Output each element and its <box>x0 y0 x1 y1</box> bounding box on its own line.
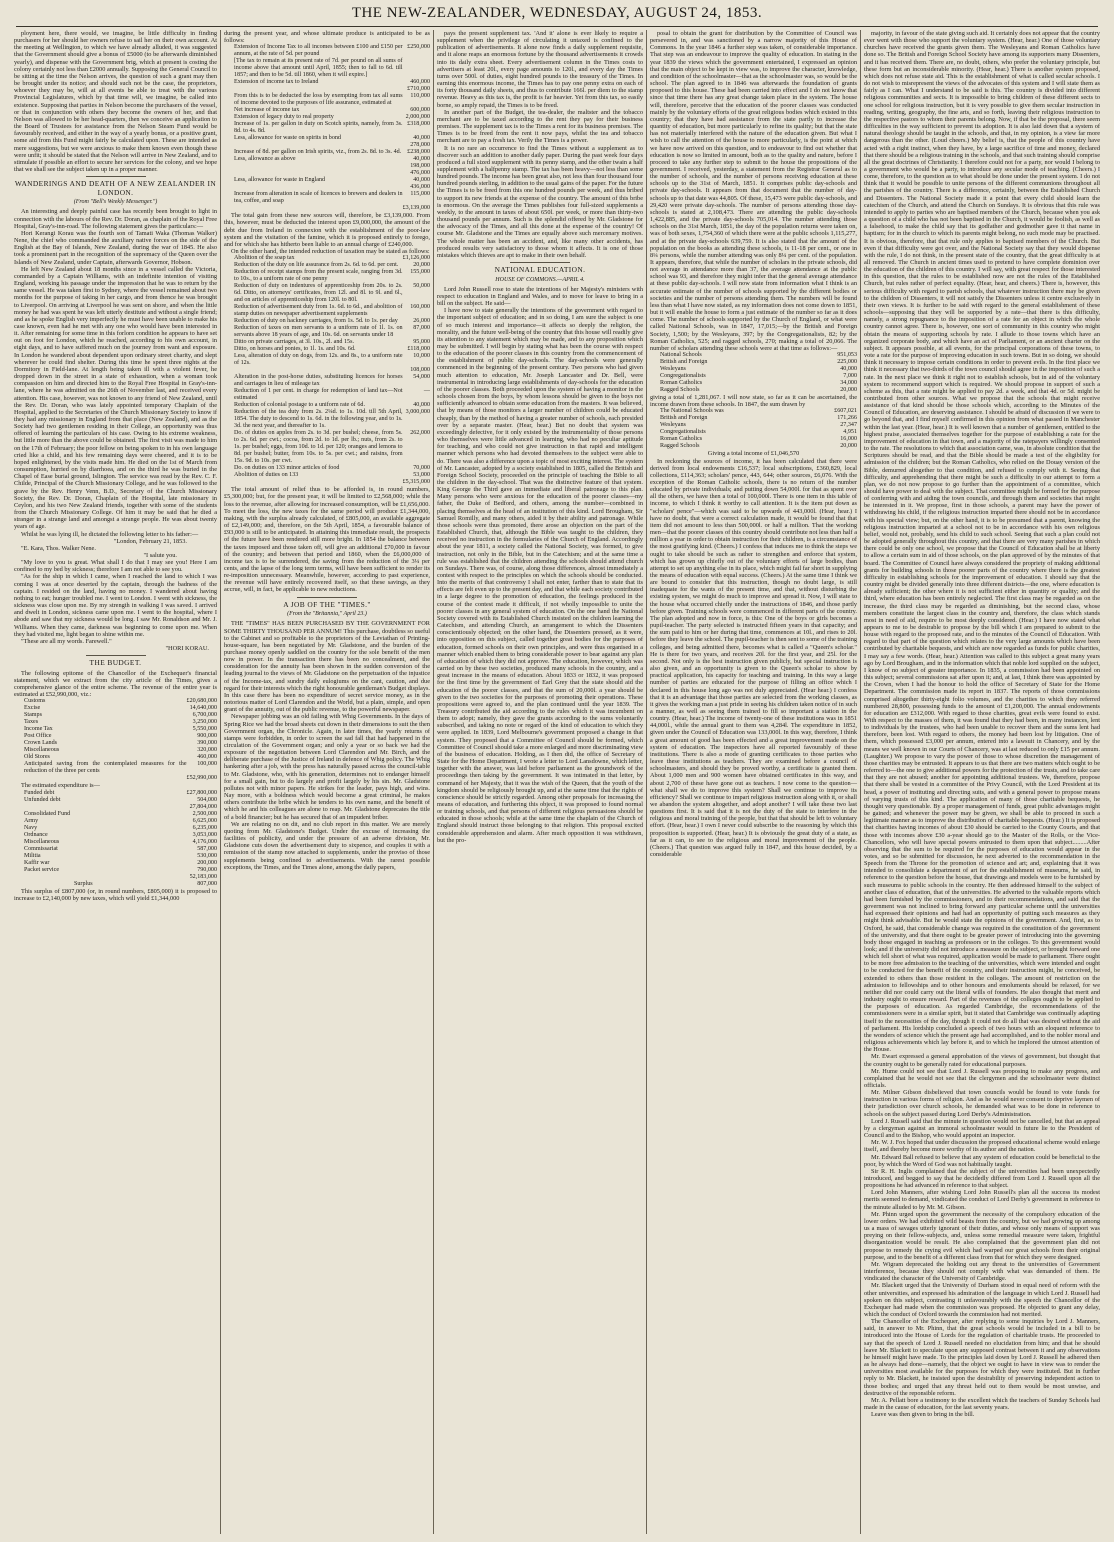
wandering-headline: WANDERINGS AND DEATH OF A NEW ZEALANDER IN LONDON. <box>14 179 217 197</box>
row-value: 95,000 <box>413 339 430 346</box>
anticipated-label: Anticipated saving from the contemplated measures for the reduction of the three per cents <box>24 761 187 775</box>
row-value: 155,000 <box>410 269 430 276</box>
row-label: Ditto, on horses and ponies, to 1l. 1s. and 10s. 6d. <box>234 346 356 353</box>
table-row <box>224 472 430 479</box>
row-value: 70,000 <box>413 465 430 472</box>
row-value: 160,000 <box>410 304 430 311</box>
expenditure-table <box>14 811 217 874</box>
paragraph: Lord J. Russell said that the minute in question would not be cancelled, but that an appeal by a clergyman against an immoral schoolmaster would in future lie to the President of Council and to the Bishop, who would appoint an inspector. <box>864 1117 1100 1140</box>
row-value: 530,000 <box>197 852 217 859</box>
table-row <box>14 733 217 740</box>
row-value: £3,139,000 <box>402 205 430 212</box>
table-row <box>14 867 217 874</box>
row-value: 3,000,000 <box>405 409 430 416</box>
paragraph: THE "TIMES" HAS BEEN PURCHASED BY THE GOVERNMENT FOR SOME THIRTY THOUSAND PER ANNUM! This purchase, doubtless so useful to the Cabinet and so profitable to the proprietors of the Leviathan of Printing-house-square, has been negotiated by Mr. Gladstone, and the burden of the purchase money openly saddled on the country for the sole benefit of the men now in power. In the transaction there has been no concealment, and the consideration for the annuity has been shown in the sudden conversion of the leading journal to the views of Mr. Gladstone on the perpetuation of the injustice of the Income-tax, and sundry daily eulogiums on the cant, caution, and due regard for their interests which the right honourable gentleman's Budget displays. In this case there has been no expenditure of secret service money, as in the notorious matter of Lord Clarendon and the World, but a plain, simple, and open grant of the annuity, out of the public revenue, to the powerful newspaper. <box>224 620 430 714</box>
row-value: £118,000 <box>407 346 430 353</box>
row-label: Old Stores <box>24 754 50 761</box>
reductions-table <box>224 255 430 486</box>
row-value: 2,500,000 <box>192 810 217 817</box>
funded-value: £27,800,000 <box>186 789 217 796</box>
paragraph: I have now to state generally the intentions of the government with regard to the important subject of education; and in so doing, I am sure the subject is one of so much interest and importance—it affects so deeply the religion, the morality, and the future well-being of the country that this house will readily give its attention to any statement which may be made, and to any proposition which may be submitted. I will begin by stating what has been the course with respect to the education of the poorer classes in this country from the commencement of the establishment of public day-schools. The day-schools were generally commenced in the beginning of the present century. Two persons who had given much attention to education, Mr. Joseph Lancaster and Dr. Bell, were instrumental in introducing large establishments of day-schools for the education of the poorer classes. Both proceeded upon the system of having a monitor in the schools chosen from the boys, by whom lessons should be given to the boys not sufficiently advanced to obtain some education from the masters. It was believed, that by means of those monitors a larger number of children could be educated cheaply, than by the method of having a greater number of schools, each presided over by a separate master. (Hear, hear.) But no doubt that system was exceedingly defective, for it only existed by the instrumentality of those persons who themselves were little advanced in learning, who had no peculiar aptitude for teaching, and who could not give instruction in that rapid and intelligent manner which persons who had devoted themselves to the subject were able to do. There was also a difference upon a topic of most exciting interest. The system of Mr. Lancaster, adopted by a society established in 1805, called the British and Foreign School Society, proceeded on the principle of teaching the Bible to all the children in the day-school. That was the distinctive feature of that system. King George the Third gave an immediate and liberal patronage to this plan. Many persons who were anxious for the education of the poorer classes—my father, the Duke of Bedford, and others, among the number—combined in placing themselves at the head of an institution of this kind. Lord Brougham, Sir Samuel Romilly, and many others, aided it by their ability and patronage. While those schools were thus promoted, there arose an objection on the part of the Established Church, that, although the Bible was taught to the children, they received no instruction in the formularies of the Church of England. Accordingly about the year 1811, a society called the National Society, was formed, to give instruction, not only in the Bible, but in the Catechism; and at the same time a rule was established that the children attending the schools should attend church on Sundays. There was, of course, along those differences, almost immediately a contest with respect to the principles on which the schools should be conducted. Into the merits of that controversy I shall not enter, farther than to state that its effects are felt even up to the present day, and that while each society contributed in a large degree to the promotion of education, the feelings produced in the course of the contest made it difficult, if not wholly impossible to unite the poorer classes in any general system of education. On the one hand the National Society covered with its Established Church insisted on the children learning the Catechism, and attending Church, an arrangement to which the Dissenters conscientiously objected; on the other hand, the Dissenters pressed, as it were, into opposition on this subject, called together great bodies for the purposes of education, formed schools on their own principles, and were thus organised in a manner which enabled them to bring considerable power to bear against any plan of education of which they did not approve. The education, however, which was carried on by these two societies, produced many schools in the country, and a great increase in the means of education. About 1833 or 1832, it was proposed for the first time by the government of Earl Grey that the state should aid the education of the poorer classes, and that the sum of 20,000l. a year should be given to the two societies for the purposes of promoting their operations. These propositions were agreed to, and the plan continued until the year 1839. The Treasury contributed the aid according to the rules which it was incumbent on them to adopt; namely, they gave the grants according to the sums voluntarily subscribed, and taking no note or regard of the kind of education to which they were applied. In 1839, Lord Melbourne's government proposed a change in that system. They proposed that a Committee of Council should be formed, which Committee of Council should take a more enlarged and more discriminating view of the business of education. Holding, as I then did, the office of Secretary of State for the Home Department, I wrote a letter to Lord Lansdowne, which letter, together with the answer, was laid before parliament as the groundwork of the proceedings then taking by the government. It was intimated in that letter, by command of her Majesty, that it was the wish of the Queen, that the youth of the kingdom should be religiously brought up, and at the same time that the rights of conscience should be strictly regarded. Among other proposals for increasing the means of education, and furthering this object, it was proposed to found normal or training schools, and that persons of different religious persuasions should be educated in those schools; while at the same time the chaplain of the Church of England should instruct those belonging to that religion. This proposal excited considerable apprehension and alarm. After much opposition it was withdrawn, but the pro- <box>437 307 643 844</box>
anticipated-saving <box>14 761 217 782</box>
nelson-article <box>14 30 217 173</box>
row-label: Packet service <box>24 866 60 873</box>
row-label: Increase of 1s. per gallon in duty on Scotch spirits, namely, from 3s. 8d. to 4s. 8d. <box>234 121 403 135</box>
table-row <box>650 429 857 436</box>
row-label: Wesleyans <box>660 422 686 429</box>
paragraph: Mr. Edward Ball refused to believe that any system of education could be beneficial to the poor, by which the Word of God was not habitually taught. <box>864 1153 1100 1168</box>
letter-salutation: "I salute you. <box>143 551 177 559</box>
paragraph: posal to obtain the grant for distribution by the Committee of Council was persevered in, and was sanctioned by a narrow majority of this House of Commons. In the year 1846 a further step was taken, of considerable importance. That step was an endeavour to improve the quality of education. In stating in the year 1839 the views which the government entertained, I expressed an opinion that the main object to be kept in view was, to improve the character, knowledge, and condition of the schoolmaster—that as the schoolmaster was, so would be the school. The plan agreed to in 1846 was afterwards the foundation of grants proposed to this house. These had been carried into effect and I do not know that since that time there has any great change taken place in the system. The house will, therefore, perceive that the education of the poorer classes was conducted mainly by the voluntary efforts of the great religious bodies which existed in this country; that they have had assistance from the state partly to increase the quantity of education, but more particularly to refine its quality; but that the state has not materially interfered with the nature of the education given. But what I wish to call the attention of the house to more particularly, is the point at which we have now arrived on this question, and to endeavour to find out whether that education is now so limited in amount, both as to the quality and nature, before I proceed to take any further step to submit to the house the propositions of the government. I received, yesterday, a statement from the Registrar General as to the number of schools, and the number of persons receiving education at these schools up to the 31st of March, 1851. It comprises public day-schools and private day-schools. It appears from that document that the number of day-schools up to that date was 44,805. Of these, 15,473 were public day-schools, and 29,420 were private day-schools. The number of persons attending those day-schools is stated at 2,108,473. There are attending the public day-schools 1,422,885, and the private day-schools 705,014. The number attending those schools on the 31st March, 1851, the day of the population returns were taken on, was of both sexes, 1,754,360 of which there were at the public schools 1,115,277, and at the private day-schools 639,759. It is also stated that the amount of the population on the books as attending these schools, is 11-18 per cent., or one in 8¼ persons, while the number attending was only 8¼ per cent. of the population. It appears, therefore, that while the number of scholars in the private schools, did not average in attendance more than 37, the average attendance at the public school was 93, and therefore they might infer that the general average attendance at these public day-schools. I will now state from information what I think is an accurate estimate of the number of schools supported by the different bodies or societies and the number of persons attending them. The numbers will be found less than what I have now stated, as my information does not come down to 1851, but it will enable the house to form a just estimate of the number so far as it does come. The number of schools supported by the Church of England, or what were called National Schools, was in 1847, 17,015;—by the British and Foreign Society, 1,500; by the Wesleyans, 397; by the Congregationalists, 82; by the Roman Catholics, 525; and ragged schools, 270; making a total of 20,066. The number of scholars attending these schools were at that time as follows:— <box>650 30 857 352</box>
row-label: The National Schools was <box>660 408 724 415</box>
column-divider <box>646 30 647 1534</box>
row-label: Reduction of taxes on men servants to a uniform rate of 1l. 1s. on servants above 18 years of age, and 10s. 6d. on servants under 18 <box>234 325 403 339</box>
row-value: 6,700,000 <box>192 712 217 719</box>
table-row <box>224 44 430 58</box>
table-row <box>224 339 430 346</box>
table-row <box>224 163 430 170</box>
row-value <box>403 58 430 79</box>
row-value: 108,000 <box>410 367 430 374</box>
job-article-continued <box>437 30 643 259</box>
letter-close: "These are all my words. Farewell." <box>21 637 112 645</box>
row-label: Extension of legacy duty to real property <box>234 114 334 121</box>
budget-headline: THE BUDGET. <box>89 658 142 668</box>
row-label: National Schools <box>660 352 702 359</box>
row-value: £318,000 <box>407 121 430 128</box>
table-row <box>224 409 430 430</box>
row-label: British and Foreign <box>660 359 708 366</box>
row-label: Net increase of income tax <box>234 107 300 114</box>
table-row <box>14 846 217 853</box>
row-label: British and Foreign <box>660 415 708 422</box>
table-row <box>650 415 857 422</box>
table-row <box>224 374 430 388</box>
budget-paragraph: The total amount of relief thus to be afforded is, in round numbers, £5,300,000; but, for the present year, it will be limited to £2,568,000; while the loss to the revenue, after allowing for increased consumption, will be £1,656,000. To meet the loss, the new taxes for the same period will produce £1,344,000, making, with the surplus already calculated, of £805,000, an available aggregate of £2,149,000; and, therefore, on the 5th April, 1854, a favourable balance of £93,000 is still to be anticipated. In attaining this immediate result, the prospects of the future have been rendered still more bright. In 1854 the balance between the taxes imposed and those taken off, will give an additional £70,000 in favour of the country; and between that period and 1860, when the £6,000,000 of income tax is to be surrendered, the saving from the reduction of the 3¼ per cents, and the lapse of the long term terms, will have been sufficient to render its re-imposition unnecessary. Meanwhile, however, according to past experience, the revenue will have entirely recovered itself, so that these savings, as they accrue, will, in fact, be applicable to new reductions. <box>224 486 430 594</box>
debt-total: 27,804,000 <box>189 803 217 810</box>
table-row <box>224 304 430 318</box>
column-3 <box>437 30 643 1534</box>
table-row <box>14 832 217 839</box>
table-row <box>224 177 430 184</box>
education-source: HOUSE OF COMMONS.—APRIL 4. <box>495 276 585 283</box>
row-label: [The tax to remain at its present rate of 7d. per pound on all sums of income above that amount until April, 1855; then to fall to 6d. till 1857; and then to be 5d. till 1860, when it will expire.] <box>234 58 403 79</box>
paragraph: Mr. A. Pellatt bore a testimony to the excellent which the teachers of Sunday Schools had made in the cause of education, for the last seventy years. <box>864 1396 1100 1411</box>
education-article <box>437 286 643 844</box>
table-row <box>14 818 217 825</box>
education-debate <box>864 30 1100 1418</box>
row-value: £20,680,000 <box>186 698 217 705</box>
row-label: Less, alteration of duty on dogs, from 12s. and 8s., to a uniform rate of 12s. <box>234 353 403 367</box>
row-value: 5,550,000 <box>192 726 217 733</box>
table-row <box>224 283 430 304</box>
paragraph: Mr. Milner Gibson disbelieved that town councils would be found to vote funds for instruction in various forms of religion. And as he would never consent to deprive laymen of their jurisdiction over church schools, he demanded what was to be done in reference to schools on the subject passed during Lord Derby's Administration. <box>864 1089 1100 1118</box>
row-label: Reduction of colonial postage to a uniform rate of 6d. <box>234 402 365 409</box>
row-value: 10,000 <box>413 353 430 360</box>
education-continued-2 <box>650 458 857 859</box>
row-label: Less, allowance as above <box>234 156 296 163</box>
row-label: Reduction of advertisement duty from 1s. 6d. to 6d., and abolition of stamp duties on newspaper advertisement supplements <box>234 304 403 318</box>
row-label: Kaffir war <box>24 859 50 866</box>
row-value: 27,347 <box>840 422 857 429</box>
row-value: 390,000 <box>197 740 217 747</box>
letter-recipient: "E. Kara, Thos. Walker Nene. <box>21 544 96 552</box>
row-label: Congregationalists <box>660 373 706 380</box>
row-value: 110,000 <box>410 93 430 100</box>
row-value: 40,000 <box>413 177 430 184</box>
revenue-total: £52,990,000 <box>186 775 217 782</box>
row-value: 40,000 <box>840 366 857 373</box>
table-row <box>650 380 857 387</box>
budget-closing: This surplus of £807,000 (or, in round numbers, £805,000) it is proposed to increase to £2,140,000 by new taxes, which will yield £1,344,000 <box>14 887 217 902</box>
table-row <box>224 430 430 465</box>
table-row <box>224 205 430 212</box>
row-label: Increase from alteration in scale of licences to brewers and dealers in tea, coffee, and soap <box>234 191 403 205</box>
row-value: 115,000 <box>410 191 430 198</box>
table-row <box>650 359 857 366</box>
row-label: Do. of duties on apples from 2s. to 3d. per bushel; cheese, from 5s. to 2s. 6d. per cwt.; cocoa, from 2d. to 1d. per lb.; nuts, from 2s. to 1s. per bushel; eggs, from 10d. to 1d. per 120; oranges and lemons to 8d. per bushel; butter, from 10s. to 5s. per cwt.; and raisins, from 15s. 9d. to 10s. per cwt. <box>234 430 403 465</box>
table-row <box>224 79 430 86</box>
row-label: Ditto on private carriages, at 3l. 10s., 2l. and 15s. <box>234 339 354 346</box>
paragraph: Mr. Hume could not see that Lord J. Russell was proposing to make any progress, and complained that he would not see that the clergymen and the schoolmaster were distinct officials. <box>864 1067 1100 1089</box>
row-label: Income Tax <box>24 726 53 733</box>
paragraph: Sir R. H. Inglis complained that the subject of the universities had been unexpectedly introduced, and begged to say that he decidedly differed from Lord J. Russell upon all the propositions he had advanced in reference to that subject. <box>864 1167 1100 1190</box>
row-value: 6,235,000 <box>192 824 217 831</box>
row-value: 16,000 <box>840 436 857 443</box>
expenditure-intro: The estimated expenditure is— <box>21 782 100 790</box>
scholars-table <box>650 352 857 394</box>
row-label: Less, allowance for waste on spirits in bond <box>234 135 341 142</box>
table-row <box>14 705 217 712</box>
paragraph: Mr. Phinn urged upon the government the necessity of the compulsory education of the lower orders. We had exhibited wild beasts from the country, but we had growing up among us a mass of savages utterly ignorant of their duties, and whose only means of support was preying on their fellow-subjects, and, unless some remedial measure were taken, frightful disorganization would be result. He also complained that the government plan did not propose to remedy the crying evil which had warped our great schools from their original purpose, and to the benefit of a different class from that for which they were designed. <box>864 1210 1100 1261</box>
row-value: 790,000 <box>197 866 217 873</box>
row-label <box>224 479 403 486</box>
paragraph: "As for the ship in which I came, when I reached the land to which I was coming I was at once deserted by the captain, through the badness of the captain. I resided on the land, having no money. I wandered about having nothing to eat; hunger troubled me. I went to London. I went with sickness, the sickness was close upon me. By my strength in walking I was saved. I arrived and dwelt in London, sickness came upon me. I went to the hospital, where I abode and saw that my sickness would be long. I saw Mr. Ronaldson and Mr. J. Williams. When they came, darkness was beginning to come upon me. When they had visited me, light began to shine within me. <box>14 573 217 638</box>
page-header: THE NEW-ZEALANDER, WEDNESDAY, AUGUST 24, 1853. <box>351 5 763 21</box>
budget-paragraph: The total gain from these new sources will, therefore, be £3,139,000. From this, however, must be deducted the interest upon £9,000,000, the amount of the debt due from Ireland in connexion with the establishment of the poor-law system and the visitation of the famine, which it is proposed entirely to forego, and for which she has hitherto been liable to an annual charge of £240,000. <box>224 212 430 248</box>
paragraph: We are relating no on dit, and no club report in this matter. We are merely quoting from Mr. Gladstone's Budget. Under the excuse of increasing the facilities of publicity, and under the pressure of an adverse division, Mr. Gladstone cuts down the advertisement duty to sixpence, and couples it with a remission of the stamp now attached to supplements, under the proviso of those supplements being confined to advertisements. With the rarest possible exceptions, the Times, and the Times alone, among the daily papers, <box>224 820 430 871</box>
table-row <box>224 156 430 163</box>
row-label: Reduction of the tea duty from 2s. 2¼d. to 1s. 10d. till 5th April, 1854. The duty to descend to 1s. 6d. in the following year, and to 1s. 3d. the next year, and thereafter to 1s. <box>234 409 403 430</box>
row-label: Congregationalists <box>660 429 706 436</box>
row-label: Ragged Schools <box>660 387 700 394</box>
row-label: Army <box>24 817 39 824</box>
row-value: 460,000 <box>410 79 430 86</box>
column-4 <box>650 30 857 1534</box>
table-row <box>14 860 217 867</box>
paragraph: An interesting and deeply painful case has recently been brought to light in connection with the labours of the Rev. Dr. Doran, as chaplain of the Royal Free Hospital, Gray's-inn-road. The following statement gives the particulars:— <box>14 208 217 230</box>
row-value: 50,000 <box>413 283 430 290</box>
table-row <box>14 747 217 754</box>
paragraph: Lord John Russell rose to state the intentions of her Majesty's ministers with respect to education in England and Wales, and to move for leave to bring in a bill on the subject. He said— <box>437 285 643 308</box>
table-row <box>14 825 217 832</box>
row-value: 6,625,000 <box>192 817 217 824</box>
table-row <box>14 712 217 719</box>
row-value: 476,000 <box>410 170 430 177</box>
unfunded-value: 504,000 <box>197 796 217 803</box>
row-label: Do. on duties on 133 minor articles of food <box>234 465 340 472</box>
column-divider <box>433 30 434 1534</box>
education-continued <box>650 30 857 352</box>
table-row <box>650 408 857 415</box>
row-value: £710,000 <box>407 86 430 93</box>
paragraph: In another part of the Budget, the tea-dealer, the maltster and the tobacco merchant are to be taxed according to the rent they pay for their business premises. The supplement tax is to the Times a rent for its business premises. The Times is to be freed from the rent it now pays, whilst the tea and tobacco merchant are to pay a fresh tax. Verily the Times is a power. <box>437 108 643 145</box>
section-rule <box>297 597 357 598</box>
row-value: 20,000 <box>840 443 857 450</box>
paragraph: majority, in favour of the state giving such aid. It certainly does not appear that the country ever went with those who support the voluntary system. (Hear, hear.) One of those voluntary churches have received the grants given them. The Wesleyans and Roman Catholics have done so. The British and Foreign School Society have among its supporters many Dissenters, and it has received them. There are, no doubt, others, who prefer the voluntary principle, but these form but an inconsiderable minority. (Hear, hear.) There is another system proposed, which does not refuse state aid. This is the establishment of what is called secular schools. I do not wish to misrepresent the views of the advocates of this system and I will state them as fairly as I can. What I understand to be said is this. The country is divided into different religious communities and sects. It is impossible to bring children of these different sects to one school for religious instruction, but it is very possible to give them secular instruction in reading, writing, geography, the fine arts, and so forth, leaving their religious instruction to the respective pastors to whom their parents belong. Now, if that be the proposal, there seem difficulties in the way sufficient to prevent its adoption. It is also laid down that a system of natural theology should be taught in the schools, and that, in my opinion, is a view far more dangerous than the other. (Loud cheers.) My belief is, that the people of this country have acted with a right instinct, when they have, by a large sacrifice of time and money, declared that there should be a religious training in the schools, and that such training should comprise all the great doctrines of Christianity. I therefore could not for a party, nor would I belong to a government who would be a party, to introduce any secular mode of teaching. (Cheers.) I come, therefore, to the question as to what should be done under the present system. I do not think that it would be possible to unite persons of the different communions throughout all the parishes of the country. There is a difference, certainly, between the Established Church and Dissenters. The National Society made it a point that every child should learn the catechism of the Church, and attend the Church on Sundays. It is obvious that this rule was intended to apply to parties who are baptised members of the Church, because when you ask a question of a child who has not been baptised in the Church, it would be foolish, as well as a falsehood, to make the child say that its godfather and godmother gave it that name in baptism; for in the church to which its parents might belong, no such mode may be practised. It is obvious, therefore, that that rule only applies to baptised members of the Church. But even if that difficulty were got over, and the National Society say that they would dispense with the rule, I do not think, in the present state of the country, that the great difficulty is at all removed. The Church in ancient times used to pretend to have complete dominion over the education of the children of this country. I will say, with great respect for those interested in this question, that the rules to be established now are not the rules of the Established Church, but rules rather of perfect equality. (Hear, hear, and cheers.) There is, however, this serious difficulty with regard to parish schools, that whatever instruction there may be given to the children of Dissenters, it will not satisfy the Dissenters unless it centre exclusively in their own views. It is further to be said with regard to the general establishment of these schools—supposing that they will be supported by a rate—that there is this difficulty, namely, a strong repugnance to the imposition of a rate for an object in which the whole country cannot agree. There is, however, one sort of community in this country who might obtain the means of supporting schools by rate. I allude to those towns which have an organized corporate body, and which have an act of Parliament, or an ancient charter on the subject. It appears possible, at all events, for the principal corporations of these towns, to vote a rate for the purpose of improving education in such towns. But in so doing, we should think it necessary to impose certain conditions in order to prevent evils. In the first place we think it necessary that two-thirds of the town council should agree in the imposition of such a rate. In the next place we think it right not to establish schools, but in aid of the voluntary system to recommend support which is required. We should propose in support of such a scheme as this, that a rate might be applied to pay 2d. a week, and that 4d. or 5d. might be contributed from other sources. What we propose that the schools that might receive assistance of that kind should be those schools which, according to the Minutes of the Council of Education, are deserving assistance. I should be afraid of discussion if we were to go beyond that, and I find myself confirmed in this opinion from what passed in Manchester within the last year. (Hear, hear.) It is well known that a number of gentlemen, entitled to the highest praise, associated themselves together for the purpose of establishing a rate for the improvement of education in that town, and a majority of the ratepayers willingly consented to the rate. The resolutions to which that association came, was, in absolute condition that the Scriptures should be read, and that the Bible should be made a test of the eligibility for admission of the children; but the Roman Catholics, who relied on the Douay version of the Bible, demurred altogether to that condition, and refused to comply with it. Seeing that difficulty, and apprehending that there might be such a difficulty in our attempt to form a plan, we do not now propose to go further than the appointment of a committee, which should have power to deal with the subject. That committee might be formed for the purpose of conferring with and aiding the town councils, and through them and societies that might be interested in it. We propose, first in those schools, a parent may have the power of withdrawing his child, if the religious instruction imparted there should not be in accordance with his special view; but, on the other hand, it is to be presumed that a parent, knowing the religious instruction imparted at a school not to be in accordance with his own religious belief, would not, probably, send his child to such school. Seeing that such a plan could not be adopted generally throughout this country, and that there are very many parishes in which there could be only one school, we propose that the Council of Education shall be at liberty to allow a certain sum in aid of those schools, on the plan approved of by the minutes of that board. The Committee of Council have always considered the propriety of making additional grants for building schools in those poorer parts of the country where there is the greatest difficulty in establishing schools for the improvement of education. I should say that the country might be divided generally into three different districts—the one, where education is already sufficient; the other where it is not sufficient either in quantity or quality; and the third, where education has been entirely neglected. The first class may be regarded as on the increase, the third class may be regarded as diminishing, but the second class, whose members constitute the largest class in the country and, therefore, the class which stands most in need of aid, require to be most deeply considered. (Hear.) I have now stated what appears to me to be desirable to propose by the bill which I am prepared to submit to the house with regard to the proposed rate, and to the minutes of the Council of Education. With regard to that part of the question which relates to the very large amounts which have been contributed by charitable bequests, and which are now regarded as funds for public charities, I may say a few words. (Hear, hear.) Attention was called to this subject a great many years ago by Lord Brougham, and in the information which that noble lord supplied on the subject, I know of no subject of greater importance. In 1835, a commission had been appointed on this subject; several commissions sat after upon it; and, at last, I think there was appointed by the Crown, when I had the honour to hold the office of Secretary of State for the Home Department. The commission made its report in 1837. The reports of those commissions comprised altogether thirty-eight folio volumes, and the charities to which they referred numbered 28,800, possessing funds to the amount of £1,200,000. The annual endowments for education are £312,000. With regard to those charities, great evils were found to exist. With respect to the masses of them, it was found that they had been, in many instances, lent to individuals by the trustees, who had been unable to recover them and the sums lent had therefore, been lost. With regard to others, the money had been lost by litigation. One of them, which possessed £3,000 per annum, entered into a lawsuit in Chancery, and by the means we well known in our Courts of Chancery, was at last reduced to only £15 per annum. (Laughter.) We propose to vary the power of those to whose discretion the management of those charities may be entrusted. It appears to us that there are two matters which ought to be referred to—the one to give additional powers for the protection of the trusts, and to take care that they are not abused; another for appointing additional trustees. We, therefore, propose that there shall be vested in a committee of the Privy Council, with the Lord President at its head, a power of instituting and directing suits, and with a general power to propose means of varying trusts of this kind. The application of many of those charitable bequests, he thought very questionable. By a proper management of funds, great public advantages might be gained; and whenever the power may be given, we shall be able to proceed in such a legitimate manner as to improve the distribution of charitable bequests. (Hear.) It is proposed that charities having incomes of about £30 should be carried to the County Courts, and that those with incomes above £30 a-year should go to the Master of the Rolls, or the Vice-Chancellors, who will have special powers entrusted to them upon that subject.........After observing that the sum to be required for the purposes of education would appear in the votes, and so be submitted for discussion, he next adverted to the recommendation in the Speech from the Throne for the promotion of science and art; and, explaining that it was intended to consolidate a department of art for the establishment of museums, he said, in reference to the question before the house, that drawings and models were to be furnished by such museums to public schools in the country. He then addressed himself to the subject of another class of education, that of the universities. He adverted to the valuable reports which had been furnished by the commissioners, and to their recommendations, and said that the government was not inclined to bring forward any particular scheme until the universities had expressed their opinions and had had an opportunity of putting such measures as they might think advisable. But he would state the opinions of the government. And, first, as to Oxford, he said, that considerable change was required in the constitution of the government of the university, and that there ought to be greater power of introducing into the governing body those engaged in teaching as professors or in the colleges. To this government would look; and if the university did not introduce a measure on the subject, or brought forward one which fell short of what was required, application would be made to parliament. There ought to be more free admission to the teaching of the universities, which were intended and ought to be conducted for the benefit of the country, and their instruction might, he conceived, be extended to others than those resident in the colleges. The amount of restriction on the admission to fellowships and to other honours and emoluments should be relaxed, for we neither did nor could carry out the literal wills of founders. He also thought that merit and industry ought to ensure reward. Part of the revenues of the colleges ought to be applied to the purposes of education. As regarded Cambridge, the recommendations of the commissioners were in a similar spirit, but it stated that Cambridge was continually adapting itself to the necessities of the day, though it could not do all that was desired without the aid of parliament. His lordship concluded a speech of two hours with an eloquent reference to the wonders of science which the present age had accomplished, and to the nobler moral and religious achievements which lay before it, and to which he implored the utmost attention of the House. <box>864 30 1100 1054</box>
budget-intro: The following epitome of the Chancellor of the Exchequer's financial statement, which we extract from the city article of the Times, gives a comprehensive glance of the entire scheme. The revenue of the entire year is estimated at £52,990,000, viz.: <box>14 669 217 699</box>
paragraph: Mr. Wigram deprecated the holding out any threat to the universities of Government interference, because they should not comply with what was demanded of them. He vindicated the character of the University of Cambridge. <box>864 1260 1100 1283</box>
row-label: Commissariat <box>24 845 58 852</box>
letter-body <box>14 559 217 638</box>
row-value: 14,640,000 <box>189 705 217 712</box>
table-row <box>650 436 857 443</box>
row-label: Reduction of duty on indentures of apprenticeship from 20s. to 2s. 6d. Ditto, on attorneys' certificates, from 12l. and 8l. to 9l. and 6l., and on articles of apprenticeship from 120l. to 80l. <box>234 283 403 304</box>
section-rule <box>86 176 146 177</box>
new-taxes-table <box>224 44 430 212</box>
row-label: Ragged Schools <box>660 443 700 450</box>
row-label: Increase of 8d. per gallon on Irish spirits, viz., from 2s. 8d. to 3s. 4d. <box>234 149 402 156</box>
row-value: 40,000 <box>413 135 430 142</box>
row-label: Alteration in the post-horse duties, substituting licences for horses and carriages in lieu of mileage tax <box>234 374 403 388</box>
wandering-article <box>14 208 217 537</box>
row-value: 54,000 <box>413 374 430 381</box>
surplus-value: 807,000 <box>197 880 217 887</box>
row-label: Taxes <box>24 719 39 726</box>
anticipated-value: 100,000 <box>197 761 217 768</box>
debt-table <box>14 790 217 811</box>
job-headline: A JOB OF THE "TIMES." <box>283 599 371 609</box>
row-value: 951,053 <box>837 352 857 359</box>
table-row <box>14 698 217 705</box>
column-divider <box>220 30 221 1534</box>
section-rule <box>86 655 146 656</box>
row-value: 87,000 <box>413 325 430 332</box>
table-row <box>14 839 217 846</box>
row-value: 262,000 <box>410 430 430 437</box>
table-row <box>224 121 430 135</box>
row-label: Extension of income tax to Ireland <box>234 79 319 86</box>
income-total: Giving a total income of £1,046,570 <box>707 450 800 458</box>
row-label: Reduction of duty on hackney carriages, from 1s. 5d. to 1s. per day <box>234 318 398 325</box>
table-row <box>224 479 430 486</box>
table-row <box>224 388 430 402</box>
row-value: £5,315,000 <box>402 479 430 486</box>
row-label: Crown Lands <box>24 740 58 747</box>
table-row <box>650 373 857 380</box>
table-row <box>224 58 430 79</box>
table-row <box>14 740 217 747</box>
table-row <box>650 422 857 429</box>
row-value: — <box>423 388 430 395</box>
row-label: Wesleyans <box>660 366 686 373</box>
row-value: 20,000 <box>840 387 857 394</box>
table-row <box>224 93 430 107</box>
row-value: 600,000 <box>410 107 430 114</box>
paragraph: The Chancellor of the Exchequer, after replying to some inquiries by Lord J. Manners, said, in answer to Mr. Phinn, that the great schools would be included in a bill to be introduced into the House of Lords for the regulation of charitable trusts. He proceeded to say that the speech of Lord J. Russell needed no elucidation from him; and that he should leave Mr. Blackett to speculate upon any supposed contrast between it and any observations he himself might have made. To the principles laid down by Lord J. Russell he adhered then as he always had done—namely, that the object we ought to have in view was to render the universities most available for the purposes for which they were instituted. But in further reply to Mr. Blackett, he insisted upon the desirability of preserving independent action to those bodies; and urged that any threat held out to them would be most unwise, and destructive of the reponsible reform. <box>864 1318 1100 1397</box>
table-row <box>224 269 430 283</box>
paragraph: Mr. Ewart expressed a general approbation of the views of government, but thought that the country ought to be generally rated for educational purposes. <box>864 1053 1100 1068</box>
row-label <box>224 205 403 212</box>
row-value: 20,000 <box>413 262 430 269</box>
paragraph: It is no rare an occurrence to find the Times without a supplement as to discover such an addition to another daily paper. During the past week four days produced a full sized supplement with its penny stamp, and the other twain a half supplement with a halfpenny stamp. The tax has been heavy—not less than some hundred pounds. The income has been great also, not less than four thousand four hundred pounds sterling, in addition to the usual gains of the paper. For the future the Times is to be freed from this one hundred pounds per week, and thus bribed to support its new friends at the expense of the country. The amount of this bribe is enormous. On the average the Times publishes four full-sized supplements a weekly, to the amount in taxes of about 650l. per week, or more than thirty-two thousand pounds per annum. Such is the splendid offered by Mr. Gladstone for the advocacy of the Times, and all this done at the expense of the country! Of course Mr. Gladstone and the Times are equally above such mercenary motives. The whole matter has been an accident, and, like many other accidents, has produced results very satisfactory to those whom it affects. It is one of those mistakes which thieves are apt to make in their own behalf. <box>437 144 643 259</box>
letter-date: "London, February 21, 1853. <box>113 537 187 545</box>
row-value: 40,000 <box>413 156 430 163</box>
row-label: Navy <box>24 824 38 831</box>
table-row <box>14 719 217 726</box>
row-value: 171,266 <box>837 415 857 422</box>
paragraph: Lord John Manners, after wishing Lord John Russell's plan all the success its modest merits seemed to demand, vindicated the conduct of Lord Derby's government in reference to the minute alluded to by Mr. M. Gibson. <box>864 1189 1100 1211</box>
paragraph: "My love to you is great. What shall I do that I may see you! Here I am confined to my bed by sickness; therefore I am not able to see you. <box>14 559 217 574</box>
row-label: Miscellaneous <box>24 747 60 754</box>
surplus-label: Surplus <box>74 880 93 887</box>
table-row <box>14 811 217 818</box>
row-label: Ordnance <box>24 831 48 838</box>
row-value: 900,000 <box>197 733 217 740</box>
row-value: 320,000 <box>197 747 217 754</box>
row-value: 53,000 <box>413 472 430 479</box>
row-value: 225,000 <box>837 359 857 366</box>
table-row <box>14 853 217 860</box>
paragraph: Hori Kerangi Korau was the fourth son of Tamati Waka (Thomas Walker) Nene, the chief who commanded the auxiliary native forces on the side of the English at the Bay of Islands, New Zealand, during the war of 1845. He also took a prominent part in the recognition of the supremacy of the Queen over the Islands of New Zealand, under Captain, afterwards Governor, Hobson. <box>14 229 217 266</box>
paragraph: Newspaper jobbing was an old failing with Whig Governments. In the days of Spring Rice we had the broad sheets cut down in their dimensions to suit the then Government organ, the Chronicle. Again, in later times, the yearly returns of stamps were forbidden, in order to screen the sad fall that had happened in the circulation of the Government organ; and only a year or so back we had the exposure of the negotiation between Lord Clarendon and Mr. Birch, and the deliberate purchase of the Justice of Ireland in defence of Whig policy. The Whig hankering after a job, with the press has naturally passed across the council-table to Mr. Gladstone, who, with his generation, determines not to endanger himself for a small gain, but to do largely and profit largely by his sin. Mr. Gladstone pollutes not with minor papers. He strikes for the leader, pays high, and wins. Nay more, with a boldness which would become a great criminal, he makes others contribute the bribe which he tenders to his own name, and the benefit of which he and his colleagues are alone to reap. Mr. Gladstone deprecates the title of a bold financier; but he has secured that of an impudent briber. <box>224 713 430 821</box>
table-row <box>224 135 430 142</box>
row-label: Customs <box>24 698 46 705</box>
table-row <box>650 366 857 373</box>
income-table <box>650 408 857 450</box>
letter-signature: "HORI KORAU. <box>165 645 209 652</box>
row-label: Reduction of 1 per cent. in charge for redemption of land tax—Not estimated <box>234 388 403 402</box>
table-row <box>650 443 857 450</box>
wandering-source: (From "Bell's Weekly Messenger.") <box>73 199 158 206</box>
row-value: 587,000 <box>197 845 217 852</box>
row-value: 40,000 <box>413 402 430 409</box>
row-label: Reduction of receipt stamps from the present scale, ranging from 3d. to 10s., to a uniform rate of one penny <box>234 269 403 283</box>
row-value: 200,000 <box>197 859 217 866</box>
row-value: 7,000 <box>843 373 857 380</box>
budget-paragraph: On the other hand, the intended reduction of taxation may be stated as follows: <box>231 248 430 256</box>
row-value: 4,951 <box>843 429 857 436</box>
row-value: £238,000 <box>407 149 430 156</box>
paragraph: Whilst he was lying ill, he dictated the following letter to his father:— <box>21 530 199 538</box>
paragraph: Mr. Blackett urged that the University of Durham stood in equal need of reform with the other universities, and expressed his admiration of the language in which Lord J. Russell had spoken on this subject, contrasting it unfavourably with the speech the Chancellor of the Exchequer had made when the commission was proposed. He objected to grant any delay, which the conduct of Oxford towards the commission had not merited. <box>864 1282 1100 1318</box>
row-label: Stamps <box>24 712 42 719</box>
row-value: 4,176,000 <box>192 838 217 845</box>
paragraph: Mr. W. J. Fox hoped that under discussion the proposed educational scheme would enlarge itself, and thereby become more worthy of its author and the nation. <box>864 1139 1100 1154</box>
row-value: 2,000,000 <box>405 114 430 121</box>
row-value: £607,021 <box>834 408 857 415</box>
expenditure-total: 52,183,000 <box>189 873 217 880</box>
funded-label: Funded debt <box>24 789 55 796</box>
row-value: £250,000 <box>407 44 430 51</box>
row-value: 34,000 <box>840 380 857 387</box>
section-rule <box>510 262 570 263</box>
paragraph: He left New Zealand about 18 months since in a vessel called the Victoria, commanded by a Captain Williams, with an indefinite intention of visiting England, working his passage under the impression that he was to return by the same vessel. He was taken first to Sydney, where the vessel remained about two months for the purpose of taking in her cargo, and from thence he was brought to Liverpool. On arriving at Liverpool he was sent on shore, and when the little money he had was spent he was left utterly destitute and without a single friend; and as he spoke English very imperfectly he must have been unable to make his case known, even had he met with any one who would have been interested in it. After remaining for some time in this forlorn condition he appears to have set out on foot for London, which he reached, according to his own account, in eight days, and to have suffered much on the journey from want and exposure. In London he wandered about dependent upon ordinary street charity, and slept wherever he could find shelter. During this time he spent three nights at the Dormitory in Field-lane. At length being taken ill with a violent fever, he dropped down in the street in a state of exhaustion, when a woman took compassion on him and directed him to the Royal Free Hospital in Gray's-inn-lane, where he was admitted on the 26th of November last, and received every attention. His case, however, was not known to any friend of New Zealand, until the Rev. Dr. Doran, who was lately appointed temporary Chaplain of the Hospital, applied to the Secretaries of the Church Missionary Society to know if they had any missionary in England from that place (New Zealand), and as the Society had two gentlemen residing in their College, an opportunity was thus offered of learning the particulars of his case. Owing to his extreme weakness, but little more than the above could be obtained. The first visit was made to him on the 17th of February; the poor fellow on being spoken to in his own language cried like a child, and his few remaining days were cheered, and it is to be hoped enlightened, by the visits made him. He died on the 1st of March from consumption, hurried on by diarrhoea, and on the third he was buried in the Chapel of Ease burial ground, Islington. The service was read by the Rev. C. F. Childe, Principal of the Church Missionary College, and he was followed to the grave by the Rev. Henry Venn, B.D., Secretary of the Church Missionary Society, the Rev. Dr. Doran, Chaplain of the Hospital, late missionary in Ceylon, and his two New Zealand friends, together with some of the students from the Church Missionary College. Of him it may be said that he died a stranger in a strange land and amongst a strange people. He was about twenty years of age. <box>14 265 217 531</box>
row-value: 198,000 <box>410 163 430 170</box>
paragraph: In reckoning the sources of income, it has been calculated that there were derived from local endowments £16,537; local subscriptions, £360,829, local collections, £114,363; scholars' pence, 443, 644; other sources, £6,076. With the exception of the Roman Catholic schools, there is no return of the number educated by private individuals; and putting down 54,000l. for that as spent over all the others, we have then a total of 100,000l. There is one item in this table of income, to which I think it worthy to call attention. It is the item put down as "scholars' pence"—which was said to be upwards of 443,000l. (Hear, hear.) I have no doubt, that were a correct calculation made, it would be found that that item did not amount to less than 500,000l. or half a million. That the working men—that the poorer classes of this country should contribute not less than half a million a year in order to obtain instruction for their children, is a circumstance of the most gratifying kind. (Cheers.) I confess that induces me to think the steps we ought to take should be such as rather to strengthen and enforce that system, which has grown up chiefly out of the voluntary efforts of large bodies, than attempt to set up anything else in its place, which might fail far short in supplying the means of education with equal success. (Cheers.) At the same time I think we are bound to consider that this instruction, though no doubt large, is still inadequate for the wants of the present time, and that, without disturbing the existing system, we might do much to improve and spread it. Now, I will state to the house what occurred chiefly under the instructions of 1846, and those partly before given. Training schools were commenced in different parts of the country. The plan adopted and now in force, is this: One of the boys or girls becomes a pupil-teacher. The party selected is instructed fifteen years in that capacity; and the sum paid to him or her during that time, commences at 10l., and rises to 20l. before they leave the school. The pupil-teacher is then sent to some of the training colleges, and being admitted there, becomes what is called a "Queen's scholar." He is there for two years, and receives 20l. for the first year, and 25l. for the second. Not only is the best instruction given publicly, but special instruction is also given, and an opportunity is given to the Queen's scholar to show by practical application, his capacity for teaching and training. In this way a large number of parties are educated for the purpose of filling an office which I declared in this house long ago was not duly appreciated. (Hear hear.) I confess that it is an advantage that those parties are selected from the working classes, as it gives the working man a just pride in seeing his children taken notice of in such a manner, as well as seeing them trained to fill so important a station in the country. (Hear, hear.) The income of twenty-one of these institutions was in 1851 44,000l., while the annual grant to them was 4,284l. The expenditure in 1852, given under the Council of Education was 133,000l. In this way, therefore, I think a great amount of good has been effected and a great improvement made on the system of education. The inspectors have all reported favourably of these institutions. There is also a mode of granting certificates to those parties who leave these institutions as teachers. They are examined before a council of schoolmasters, and should they be proved worthy, a certificate is granted them. About 1,000 men and 900 women have obtained certificates in this way, and about 2,700 of these have gone out as teachers. I now come to the question—what shall we do to improve this system? Shall we continue to improve its efficiency? Shall we continue to impart religious instruction along with it, or shall we abandon the system altogether, and adopt another? I will take these two last questions first. It is said that it is not the duty of the state to interfere in the religious and moral training of the people, but that that should be left to voluntary effort. (Hear, hear.) I own I never could subscribe to the reasoning by which this proposition is supported. (Hear, hear.) It is obviously the great duty of a state, as far as it can, to see to the religious and moral improvement of the people. (Cheers.) That question was argued fully in 1847, and this house decided, by a considerable <box>650 457 857 859</box>
column-5 <box>864 30 1100 1534</box>
column-divider <box>860 30 861 1534</box>
row-label: Roman Catholics <box>660 380 703 387</box>
row-label: Abolition of duties on 133 <box>234 472 299 479</box>
table-row <box>650 352 857 359</box>
row-value: 3,250,000 <box>192 719 217 726</box>
row-label <box>224 163 403 170</box>
row-value: 3,053,000 <box>192 831 217 838</box>
job-source: (From the "Britannia," April 23.) <box>287 611 367 618</box>
table-row <box>224 353 430 367</box>
unfunded-label: Unfunded debt <box>24 796 61 803</box>
row-value: 26,000 <box>413 318 430 325</box>
table-row <box>224 325 430 339</box>
row-value: 460,000 <box>197 754 217 761</box>
paragraph: pays the present supplement tax. 'And it' alone is ever likely to require a supplement when the privilege of circulating it untaxed is confined to the publication of advertisements. It alone now finds a daily supplement requisite, and it alone reaps an enormous fortune by the thousand advertisements it crowds into its daily extra sheet. Every advertisement column in the Times costs to advertisers at least 20l., every page amounts to 120l., and every day the Times turns over 500l. of duties, eight hundred pounds to the treasury of the Times. In earning this enormous income, the Times has to pay one penny extra on each of its forty thousand daily sheets, and thus to contribute 166l. per diem to the stamp revenue. Heavy as this tax is, the profit is far heavier. Yet from this tax, so easily borne, so amply repaid, the Times is to be freed. <box>437 30 643 109</box>
job-article <box>224 620 430 870</box>
row-label: Roman Catholics <box>660 436 703 443</box>
column-2 <box>224 30 430 1534</box>
header-rule <box>16 26 1098 27</box>
scholars-tail: giving a total of 1,281,067. I will now state, so far as it can be ascertained, the income drawn from these schools. In 1847, the sum drawn by <box>650 394 857 409</box>
table-row <box>224 149 430 156</box>
row-label: Excise <box>24 705 41 712</box>
row-label: Militia <box>24 852 41 859</box>
table-row <box>650 387 857 394</box>
column-1 <box>14 30 217 1534</box>
budget-continued: during the present year, and whose ultimate produce is anticipated to be as follows: <box>224 30 430 45</box>
row-label: Less, allowance for waste in England <box>234 177 326 184</box>
education-headline: NATIONAL EDUCATION. <box>494 265 586 274</box>
row-label: Post Office <box>24 733 52 740</box>
row-value: £1,126,000 <box>402 255 430 262</box>
paragraph: ployment here, there would, we imagine, be little difficulty in finding purchasers for her should her owners refuse to sail her on their own account. At the meeting at Wellington, to which we have already alluded, it was suggested that the Government should give a bonus of £5000 (to be afterwards diminished yearly), and dispense with the Government brig, which at present is costing the colony certainly not less than £2000 annually. Supposing the General Council to be sitting at the time the Nelson arrives, the question of such a grant may then be brought under its notice; and should such not be the case, the proprietors, whoever they may be, will at all events be able to treat with the various Provincial Legislatures, which by that time will, we imagine, be called into existence. Supposing that parties in Nelson become the purchasers of the vessel, or that in conjunction with others they become the owners of her, and that Nelson was allowed to be her head-quarters, then we conceive an application to the Board of Trustees for assistance from the Nelson Steam Fund would be favourably received, and either in the way of a yearly bonus, or a positive grant, some aid from this Fund might fairly be calculated upon. These are intended as mere suggestions, but we were anxious to make them known even though these were unfit; it should be stated that the Nelson will arrive in New Zealand, and to stimulate if possible an effort to secure her services for the colony, and we hope that we shall see the subject taken up in a proper manner. <box>14 30 217 173</box>
expenditure-totals <box>14 874 217 888</box>
row-label: Abolition of the soap tax <box>234 255 295 262</box>
row-label: From this is to be deducted the loss by exempting from tax all sums of income devoted to the purposes of life assurance, estimated at <box>234 93 403 107</box>
row-value: 278,000 <box>410 142 430 149</box>
revenue-table <box>14 698 217 761</box>
row-label: Extension of Income Tax to all incomes between £100 and £150 per annum, at the rate of 5d. per pound <box>234 44 403 58</box>
row-label: Consolidated Fund <box>24 810 71 817</box>
row-label: Miscellaneous <box>24 838 60 845</box>
row-value: 436,000 <box>410 184 430 191</box>
row-label: Reduction of the duty on life assurance from 2s. 6d. to 6d. per cent. <box>234 262 399 269</box>
table-row <box>224 191 430 205</box>
paragraph: Leave was then given to bring in the bill. <box>871 1411 975 1419</box>
